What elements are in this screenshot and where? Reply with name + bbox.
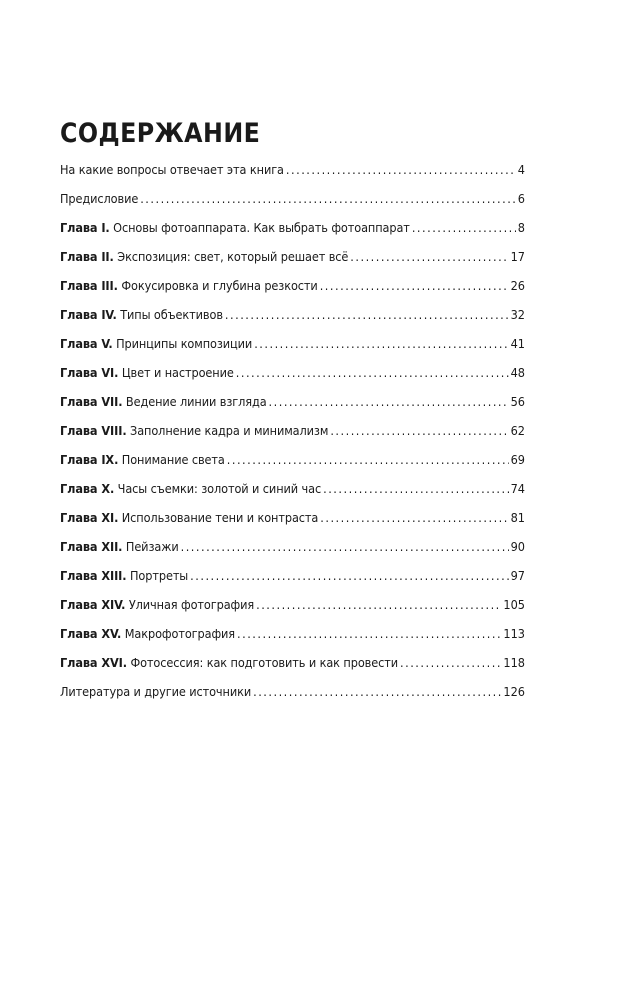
- toc-entry-title: [60, 162, 286, 178]
- toc-page-number: 17: [510, 249, 525, 264]
- toc-list: [60, 162, 525, 713]
- toc-entry[interactable]: [60, 684, 525, 713]
- toc-entry-text: Литература и другие источники: [60, 684, 252, 699]
- toc-page-number: 97: [510, 568, 525, 583]
- toc-entry-text: Предисловие: [60, 191, 139, 206]
- toc-title: СОДЕРЖАНИЕ: [60, 118, 261, 149]
- toc-entry-text: Уличная фотография: [128, 597, 255, 612]
- toc-entry[interactable]: [60, 568, 525, 597]
- toc-entry[interactable]: [60, 162, 525, 191]
- toc-page-number: 6: [517, 191, 525, 206]
- toc-entry-text: Макрофотография: [124, 626, 236, 641]
- toc-page-number: 32: [510, 307, 525, 322]
- dot-leader: [400, 655, 501, 671]
- toc-entry[interactable]: [60, 336, 525, 365]
- toc-chapter-number: Глава I.: [60, 220, 110, 235]
- toc-chapter-number: Глава VI.: [60, 365, 119, 380]
- toc-entry-text: Часы съемки: золотой и синий час: [117, 481, 322, 496]
- toc-chapter-number: Глава VII.: [60, 394, 123, 409]
- toc-chapter-number: Глава XIII.: [60, 568, 127, 583]
- toc-entry[interactable]: [60, 452, 525, 481]
- toc-entry-title: [60, 336, 254, 352]
- toc-entry-title: [60, 423, 330, 439]
- toc-page-number: 90: [510, 539, 525, 554]
- dot-leader: [225, 307, 509, 323]
- dot-leader: [269, 394, 509, 410]
- dot-leader: [350, 249, 508, 265]
- toc-page-number: 8: [517, 220, 525, 235]
- toc-entry[interactable]: [60, 626, 525, 655]
- dot-leader: [181, 539, 509, 555]
- toc-entry-title: [60, 220, 412, 236]
- toc-page-number: 48: [510, 365, 525, 380]
- toc-page-number: 62: [510, 423, 525, 438]
- toc-entry[interactable]: [60, 510, 525, 539]
- toc-entry[interactable]: [60, 278, 525, 307]
- dot-leader: [412, 220, 516, 236]
- toc-entry[interactable]: [60, 249, 525, 278]
- toc-entry[interactable]: [60, 307, 525, 336]
- toc-page-number: 41: [510, 336, 525, 351]
- toc-chapter-number: Глава XI.: [60, 510, 119, 525]
- toc-page-number: 56: [510, 394, 525, 409]
- toc-chapter-number: Глава X.: [60, 481, 115, 496]
- toc-entry-text: Использование тени и контраста: [121, 510, 319, 525]
- toc-page-number: 74: [510, 481, 525, 496]
- toc-entry-text: Цвет и настроение: [121, 365, 234, 380]
- toc-entry-text: Пейзажи: [125, 539, 179, 554]
- toc-entry[interactable]: [60, 191, 525, 220]
- toc-entry-text: Фокусировка и глубина резкости: [121, 278, 318, 293]
- toc-entry[interactable]: [60, 481, 525, 510]
- toc-entry-title: [60, 365, 236, 381]
- toc-entry-title: [60, 481, 323, 497]
- toc-chapter-number: Глава II.: [60, 249, 114, 264]
- toc-page-number: 26: [510, 278, 525, 293]
- toc-entry-text: Экспозиция: свет, который решает всё: [117, 249, 349, 264]
- toc-chapter-number: Глава III.: [60, 278, 118, 293]
- toc-entry[interactable]: [60, 220, 525, 249]
- toc-entry-text: Фотосессия: как подготовить и как провести: [130, 655, 399, 670]
- toc-entry[interactable]: [60, 655, 525, 684]
- toc-entry[interactable]: [60, 394, 525, 423]
- toc-entry[interactable]: [60, 597, 525, 626]
- toc-entry-title: [60, 249, 350, 265]
- dot-leader: [330, 423, 508, 439]
- toc-entry[interactable]: [60, 423, 525, 452]
- toc-entry-text: Типы объективов: [120, 307, 223, 322]
- toc-chapter-number: Глава V.: [60, 336, 113, 351]
- dot-leader: [237, 626, 501, 642]
- toc-page-number: 4: [517, 162, 525, 177]
- toc-page-number: 126: [503, 684, 525, 699]
- dot-leader: [320, 278, 509, 294]
- toc-entry-title: [60, 510, 320, 526]
- toc-entry-title: [60, 597, 256, 613]
- toc-entry-text: Ведение линии взгляда: [125, 394, 267, 409]
- toc-entry-text: Основы фотоаппарата. Как выбрать фотоаппарат: [113, 220, 410, 235]
- toc-chapter-number: Глава IX.: [60, 452, 119, 467]
- toc-entry-text: Портреты: [130, 568, 189, 583]
- toc-entry-title: [60, 278, 320, 294]
- toc-entry-text: На какие вопросы отвечает эта книга: [60, 162, 284, 177]
- toc-entry-title: [60, 191, 140, 207]
- toc-page-number: 113: [503, 626, 525, 641]
- toc-entry[interactable]: [60, 539, 525, 568]
- toc-chapter-number: Глава VIII.: [60, 423, 127, 438]
- toc-chapter-number: Глава XII.: [60, 539, 123, 554]
- toc-entry[interactable]: [60, 365, 525, 394]
- toc-chapter-number: Глава XVI.: [60, 655, 127, 670]
- toc-entry-text: Принципы композиции: [116, 336, 253, 351]
- toc-page: [60, 118, 525, 713]
- toc-page-number: 69: [510, 452, 525, 467]
- toc-entry-text: Заполнение кадра и минимализм: [130, 423, 329, 438]
- dot-leader: [253, 684, 501, 700]
- dot-leader: [256, 597, 501, 613]
- toc-entry-title: [60, 452, 227, 468]
- toc-entry-title: [60, 539, 181, 555]
- toc-entry-title: [60, 568, 190, 584]
- toc-chapter-number: Глава IV.: [60, 307, 117, 322]
- dot-leader: [190, 568, 508, 584]
- dot-leader: [320, 510, 508, 526]
- toc-entry-title: [60, 626, 237, 642]
- toc-entry-title: [60, 394, 269, 410]
- toc-chapter-number: Глава XIV.: [60, 597, 126, 612]
- toc-page-number: 81: [510, 510, 525, 525]
- dot-leader: [323, 481, 508, 497]
- toc-page-number: 105: [503, 597, 525, 612]
- toc-page-number: 118: [503, 655, 525, 670]
- dot-leader: [236, 365, 509, 381]
- dot-leader: [286, 162, 516, 178]
- dot-leader: [254, 336, 508, 352]
- toc-entry-title: [60, 684, 253, 700]
- dot-leader: [227, 452, 509, 468]
- toc-entry-title: [60, 307, 225, 323]
- toc-entry-text: Понимание света: [121, 452, 225, 467]
- dot-leader: [140, 191, 516, 207]
- toc-entry-title: [60, 655, 400, 671]
- toc-chapter-number: Глава XV.: [60, 626, 122, 641]
